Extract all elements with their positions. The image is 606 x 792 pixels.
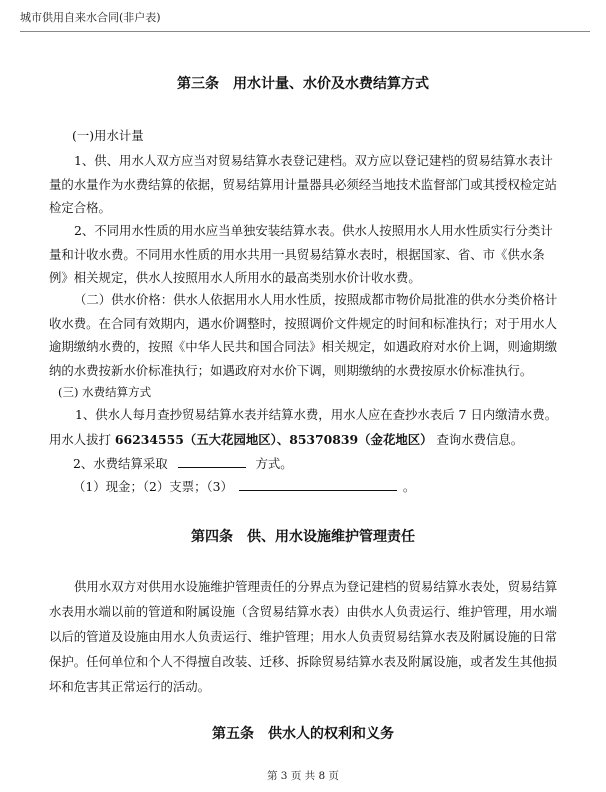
article-5-title: 第五条 供水人的权利和义务 <box>212 726 394 742</box>
p5-prefix: 用水人拔打 <box>49 432 111 447</box>
section-3-heading: (三) 水费结算方式 <box>58 385 152 399</box>
page-number: 第 3 页 共 8 页 <box>266 770 340 782</box>
payment-method-blank <box>178 455 246 468</box>
p7-prefix: （1）现金；（2）支票；（3） <box>73 479 233 494</box>
article-3-paragraph-3: （二）供水价格：供水人依据用水人用水性质，按照成都市物价局批准的供水分类价格计收水费。在合同有效期内，遇水价调整时，按照调价文件规定的时间和标准执行；对于用水人逾期缴纳水费的，按照《中华人民共和国合同法》相关规定，如遇政府对水价上调，则逾期缴纳的水费按新水价标准执行；如遇政府对水价下调，则期缴纳的水费按原水价标准执行。 <box>49 292 558 378</box>
header-divider <box>20 31 590 32</box>
other-payment-blank <box>239 478 397 491</box>
article-3-paragraph-1: 1、供、用水人双方应当对贸易结算水表登记建档。双方应以登记建档的贸易结算水表计量的水量作为水费结算的依据，贸易结算用计量器具必须经当地技术监督部门或其授权检定站检定合格。 <box>49 153 558 215</box>
p6-suffix: 方式。 <box>255 456 293 471</box>
article-3-paragraph-6 <box>73 454 293 472</box>
contact-phone-numbers: 66234555（五大花园地区）、85370839（金花地区） <box>114 432 433 447</box>
article-3-paragraph-2: 2、不同用水性质的用水应当单独安装结算水表。供水人按照用水人用水性质实行分类计量和计收水费。不同用水性质的用水共用一具贸易结算水表时，根据国家、省、市《供水条例》相关规定，供水人按照用水人所用水的最高类别水价计收水费。 <box>49 223 553 285</box>
p6-prefix: 2、水费结算采取 <box>73 456 168 471</box>
article-3-paragraph-5 <box>49 430 523 448</box>
p7-suffix: 。 <box>402 479 416 494</box>
article-3-title: 第三条 用水计量、水价及水费结算方式 <box>177 76 429 92</box>
document-header: 城市供用自来水合同(非户表) <box>20 11 161 24</box>
article-3-paragraph-4: 1、供水人每月查抄贸易结算水表并结算水费，用水人应在查抄水表后 7 日内缴清水费。 <box>75 407 558 422</box>
article-4-title: 第四条 供、用水设施维护管理责任 <box>191 529 415 545</box>
section-1-heading: (一)用水计量 <box>72 128 144 143</box>
article-4-paragraph-1: 供用水双方对供用水设施维护管理责任的分界点为登记建档的贸易结算水表处，贸易结算水表用水端以前的管道和附属设施（含贸易结算水表）由供水人负责运行、维护管理，用水端以后的管道及设施由用水人负责运行、维护管理；用水人负责贸易结算水表及附属设施的日常保护。任何单位和个人不得擅自改装、迁移、拆除贸易结算水表及附属设施，或者发生其他损坏和危害其正常运行的活动。 <box>49 579 558 694</box>
p5-suffix: 查询水费信息。 <box>436 432 524 447</box>
article-3-paragraph-7 <box>73 477 415 495</box>
